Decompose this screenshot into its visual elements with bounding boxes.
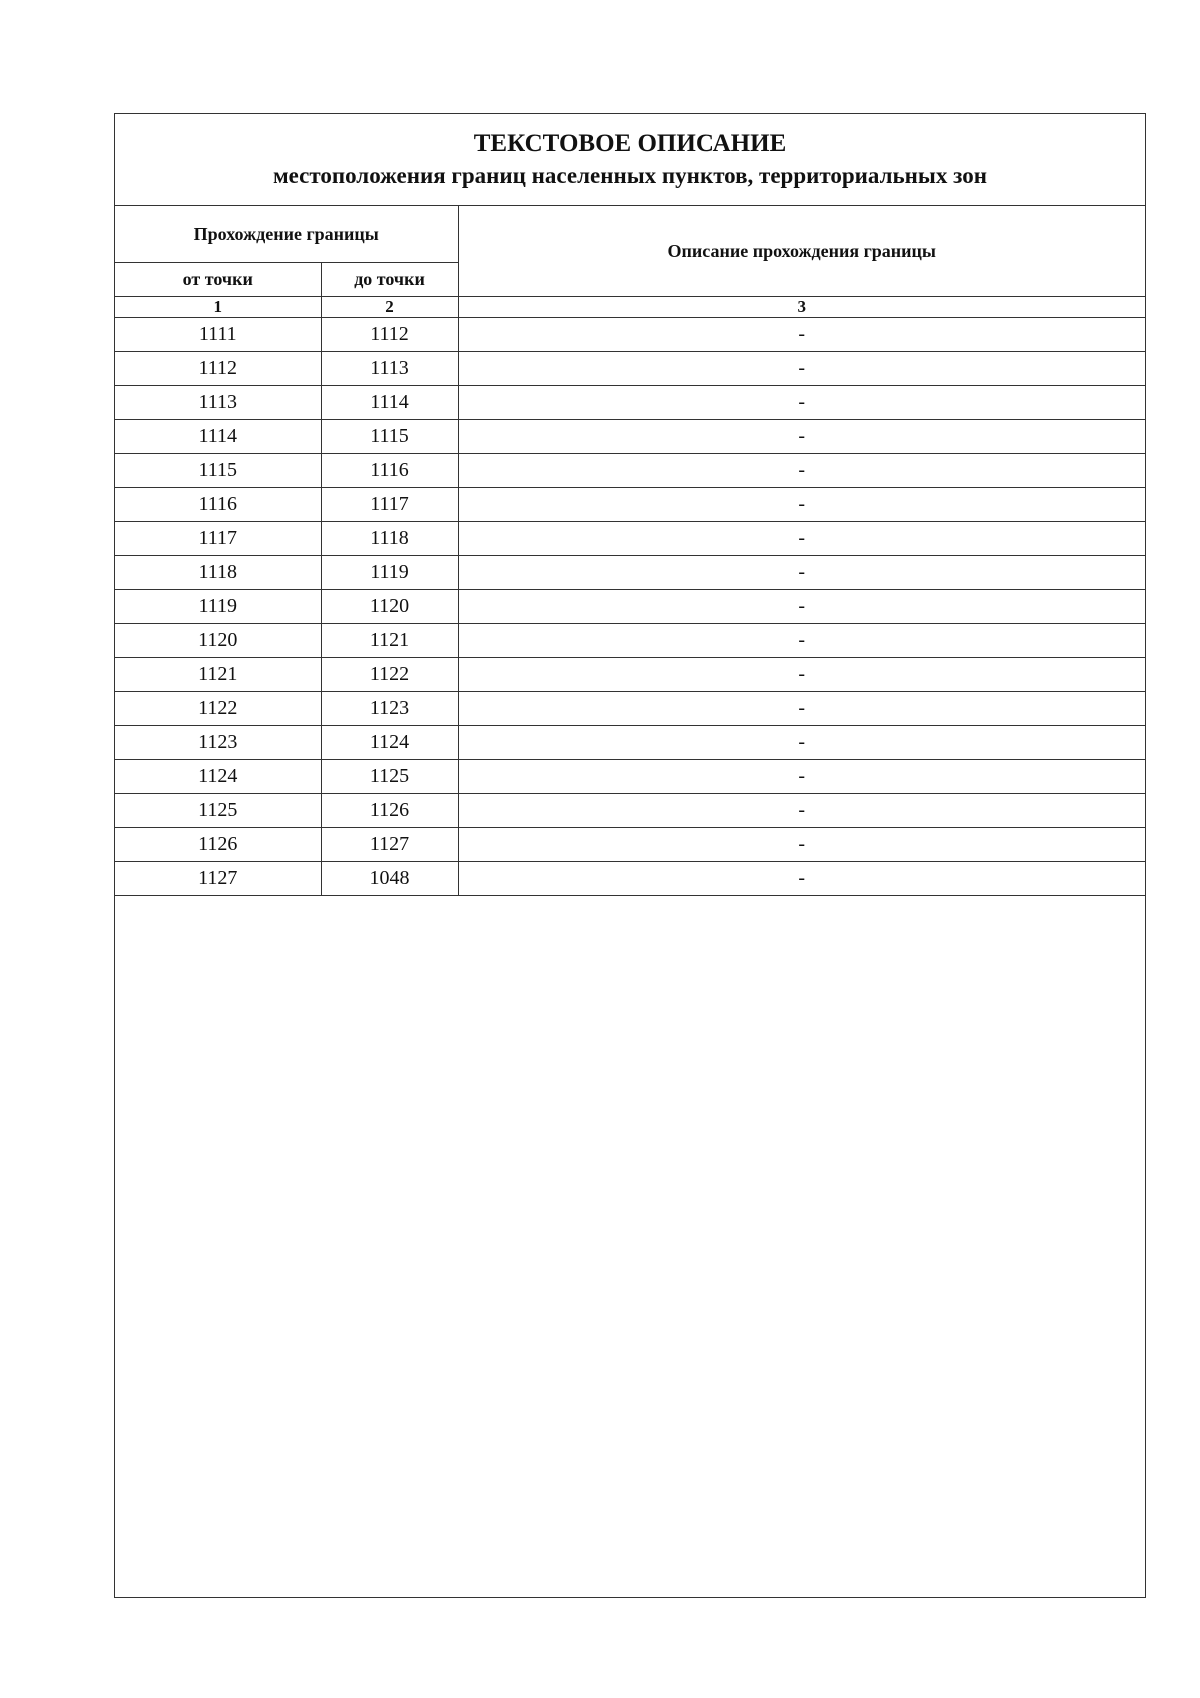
cell-desc: - [458,522,1145,556]
cell-desc: - [458,318,1145,352]
cell-desc: - [458,420,1145,454]
cell-desc: - [458,624,1145,658]
table-row [115,794,1145,828]
cell-from: 1122 [115,692,321,726]
cell-desc: - [458,590,1145,624]
cell-from: 1112 [115,352,321,386]
table-row [115,828,1145,862]
cell-desc: - [458,658,1145,692]
cell-from: 1113 [115,386,321,420]
table-row [115,726,1145,760]
cell-desc: - [458,556,1145,590]
table-row [115,318,1145,352]
boundary-table [115,206,1145,896]
cell-to: 1119 [321,556,458,590]
cell-to: 1117 [321,488,458,522]
column-number: 2 [321,297,458,318]
cell-desc: - [458,454,1145,488]
cell-from: 1121 [115,658,321,692]
table-row [115,862,1145,896]
cell-from: 1125 [115,794,321,828]
cell-from: 1119 [115,590,321,624]
header-to-point: до точки [321,263,458,297]
cell-to: 1113 [321,352,458,386]
table-row [115,352,1145,386]
table-row [115,454,1145,488]
table-row [115,658,1145,692]
column-number-row [115,297,1145,318]
cell-from: 1118 [115,556,321,590]
cell-desc: - [458,828,1145,862]
cell-desc: - [458,352,1145,386]
cell-from: 1127 [115,862,321,896]
cell-to: 1126 [321,794,458,828]
cell-from: 1116 [115,488,321,522]
cell-desc: - [458,862,1145,896]
cell-to: 1125 [321,760,458,794]
table-row [115,590,1145,624]
cell-to: 1120 [321,590,458,624]
cell-to: 1112 [321,318,458,352]
cell-to: 1123 [321,692,458,726]
cell-desc: - [458,726,1145,760]
header-row-1 [115,206,1145,263]
cell-to: 1127 [321,828,458,862]
table-row [115,624,1145,658]
cell-from: 1120 [115,624,321,658]
boundary-table-body [115,206,1145,896]
header-boundary-description: Описание прохождения границы [458,206,1145,297]
cell-from: 1117 [115,522,321,556]
cell-to: 1048 [321,862,458,896]
table-row [115,692,1145,726]
cell-from: 1126 [115,828,321,862]
cell-to: 1122 [321,658,458,692]
table-row [115,420,1145,454]
cell-from: 1115 [115,454,321,488]
cell-to: 1114 [321,386,458,420]
cell-from: 1123 [115,726,321,760]
cell-from: 1124 [115,760,321,794]
table-row [115,488,1145,522]
cell-desc: - [458,692,1145,726]
cell-to: 1116 [321,454,458,488]
cell-to: 1115 [321,420,458,454]
document-title: ТЕКСТОВОЕ ОПИСАНИЕ [473,130,787,157]
cell-desc: - [458,488,1145,522]
table-row [115,522,1145,556]
title-block [115,114,1145,206]
cell-from: 1114 [115,420,321,454]
cell-to: 1121 [321,624,458,658]
header-boundary-passage: Прохождение границы [115,206,458,263]
cell-to: 1124 [321,726,458,760]
table-row [115,556,1145,590]
column-number: 1 [115,297,321,318]
cell-desc: - [458,794,1145,828]
cell-desc: - [458,760,1145,794]
table-row [115,386,1145,420]
header-from-point: от точки [115,263,321,297]
document-frame [114,113,1146,1598]
document-subtitle: местоположения границ населенных пунктов, территориальных зон [273,163,987,188]
table-row [115,760,1145,794]
cell-to: 1118 [321,522,458,556]
cell-from: 1111 [115,318,321,352]
cell-desc: - [458,386,1145,420]
column-number: 3 [458,297,1145,318]
